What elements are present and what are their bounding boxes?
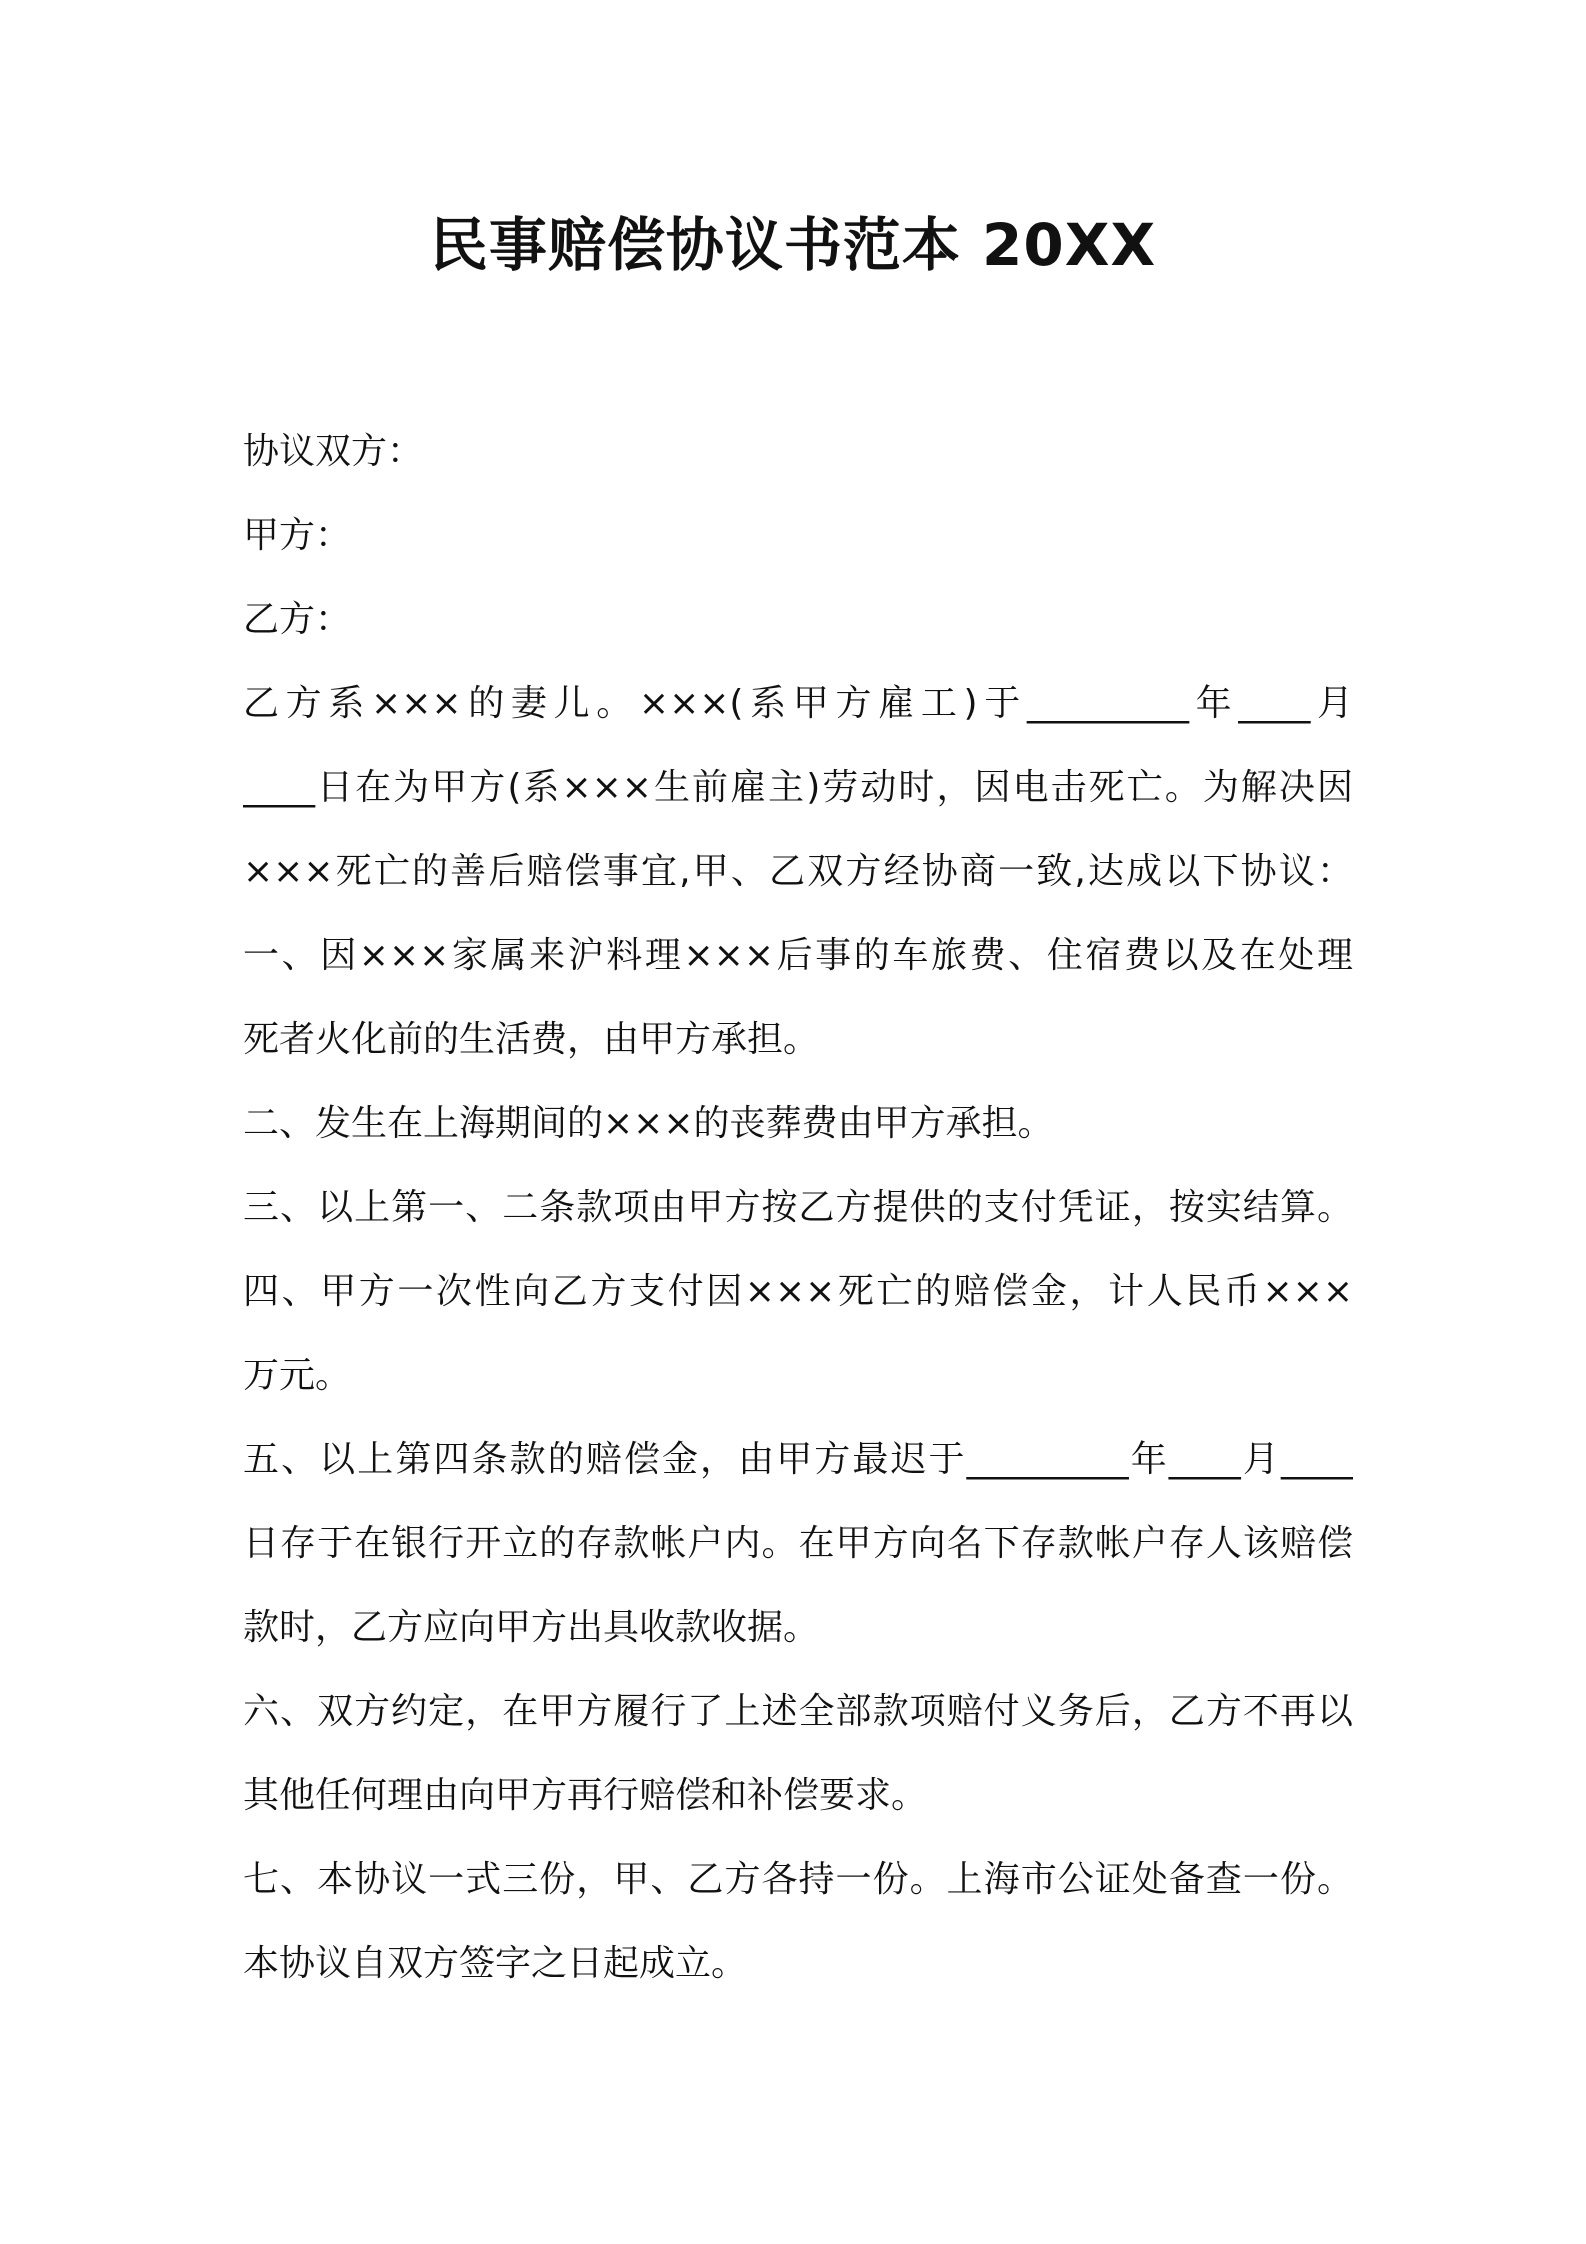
clause-1-line-2: 死者火化前的生活费，由甲方承担。 (243, 1019, 820, 1060)
clause-5-line-3: 款时，乙方应向甲方出具收款收据。 (243, 1607, 820, 1648)
clause-4-line-1: 四、甲方一次性向乙方支付因×××死亡的赔偿金，计人民币××× (243, 1271, 1353, 1312)
preamble-line-3: ×××死亡的善后赔偿事宜,甲、乙双方经协商一致,达成以下协议： (243, 851, 1353, 892)
clause-2-line-1: 二、发生在上海期间的×××的丧葬费由甲方承担。 (243, 1103, 1054, 1144)
clause-6-line-2: 其他任何理由向甲方再行赔偿和补偿要求。 (243, 1775, 928, 1816)
document-title: 民事赔偿协议书范本 20XX (429, 211, 1157, 279)
clause-7-line-1: 七、本协议一式三份，甲、乙方各持一份。上海市公证处备查一份。 (243, 1859, 1353, 1900)
party-a-line: 甲方： (243, 515, 352, 556)
party-b-line: 乙方： (243, 599, 352, 640)
clause-6-line-1: 六、双方约定，在甲方履行了上述全部款项赔付义务后，乙方不再以 (243, 1691, 1353, 1732)
preamble-line-1: 乙方系×××的妻儿。×××(系甲方雇工)于_________年____月 (243, 683, 1353, 724)
clause-1-line-1: 一、因×××家属来沪料理×××后事的车旅费、住宿费以及在处理 (243, 935, 1353, 976)
clause-5-line-1: 五、以上第四条款的赔偿金，由甲方最迟于_________年____月____ (243, 1439, 1353, 1480)
clause-5-line-2: 日存于在银行开立的存款帐户内。在甲方向名下存款帐户存人该赔偿 (243, 1523, 1353, 1564)
preamble-line-2: ____日在为甲方(系×××生前雇主)劳动时，因电击死亡。为解决因 (243, 767, 1353, 808)
parties-heading: 协议双方： (243, 431, 424, 472)
clause-4-line-2: 万元。 (243, 1355, 352, 1396)
document-body (243, 410, 1353, 2006)
clause-3-line-1: 三、以上第一、二条款项由甲方按乙方提供的支付凭证，按实结算。 (243, 1187, 1353, 1228)
clause-7-line-2: 本协议自双方签字之日起成立。 (243, 1943, 748, 1984)
